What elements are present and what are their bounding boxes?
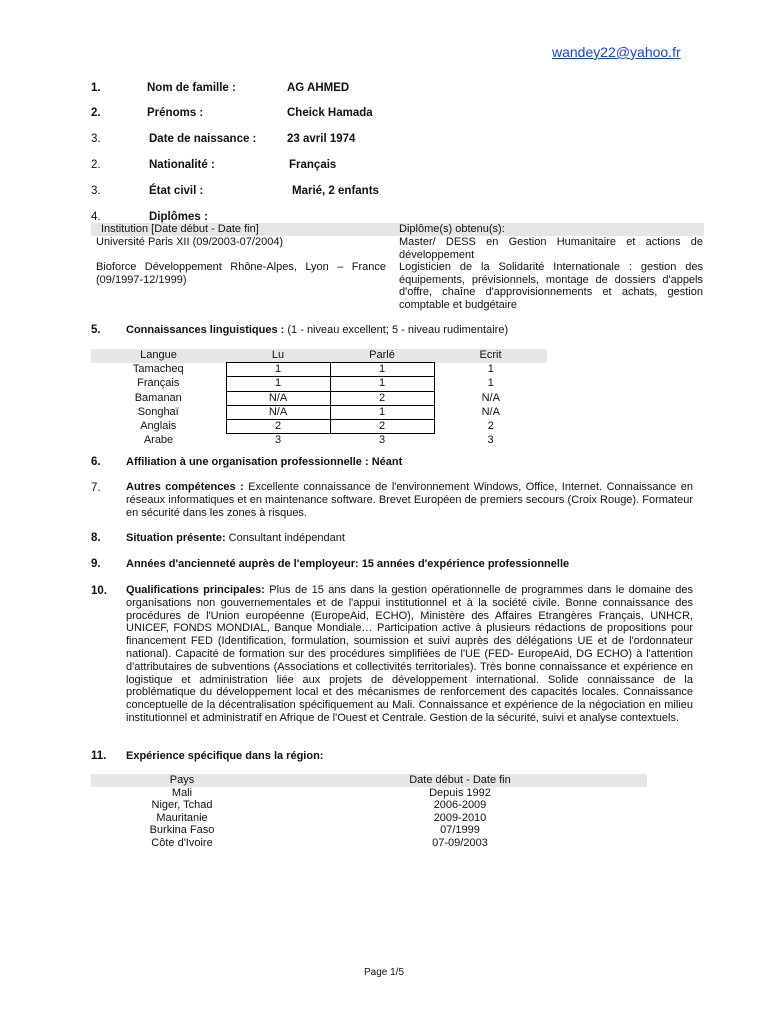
diploma-institution: Bioforce Développement Rhône-Alpes, Lyon – France (09/1997-12/1999): [96, 261, 386, 286]
section-number: 10.: [91, 585, 107, 597]
diploma-institution: Université Paris XII (09/2003-07/2004): [96, 236, 284, 248]
section-number: 8.: [91, 532, 101, 544]
level-written: 2: [487, 420, 494, 433]
table-row: [91, 799, 647, 812]
section-number: 11.: [91, 750, 107, 762]
skills-title: Autres compétences :: [126, 481, 244, 493]
qualifications-paragraph: [126, 584, 693, 725]
region-header-row: [91, 774, 647, 787]
period: 2006-2009: [433, 799, 487, 812]
level-spoken: 1: [330, 363, 434, 377]
period: Depuis 1992: [429, 786, 491, 799]
level-read: 1: [226, 377, 330, 391]
field-number: 3.: [91, 185, 101, 197]
affiliation-text: Affiliation à une organisation professionnelle : Néant: [126, 456, 403, 468]
languages-heading: [126, 324, 508, 336]
field-label-diplomes: Diplômes :: [149, 211, 208, 223]
level-read: 2: [226, 419, 330, 433]
languages-title: Connaissances linguistiques :: [126, 324, 285, 336]
country: Niger, Tchad: [151, 799, 213, 812]
period: 2009-2010: [433, 811, 487, 824]
col-header: Date début - Date fin: [273, 774, 647, 787]
country: Mali: [171, 786, 193, 799]
level-written: 3: [487, 433, 494, 446]
field-value-nom: AG AHMED: [287, 82, 350, 94]
field-value-nationalite: Français: [289, 159, 337, 171]
field-number: 2.: [91, 159, 101, 171]
table-row: [91, 405, 547, 419]
level-read: 3: [274, 434, 282, 447]
qualifications-title: Qualifications principales:: [126, 584, 265, 596]
diplomas-header-degree: Diplôme(s) obtenu(s):: [399, 223, 505, 235]
situation-text: Consultant indépendant: [225, 532, 345, 544]
language-name: Anglais: [140, 420, 177, 433]
field-label-nationalite: Nationalité :: [149, 159, 215, 171]
languages-note: (1 - niveau excellent; 5 - niveau rudimentaire): [284, 324, 509, 336]
col-header: Ecrit: [434, 349, 547, 363]
country: Mauritanie: [156, 811, 208, 824]
table-row: [91, 787, 647, 800]
col-header: Pays: [91, 774, 273, 787]
region-experience-title: Expérience spécifique dans la région:: [126, 750, 324, 762]
section-number: 7.: [91, 482, 101, 494]
level-spoken: 3: [378, 434, 386, 447]
level-spoken: 1: [330, 405, 434, 419]
level-written: 1: [487, 377, 494, 390]
diploma-degree: Logisticien de la Solidarité Internationale : gestion des équipements, prévisionnels, montage de dossiers d'appels d'offre, chaîne d'approvisionnements et achats, gestion comptable et budgétaire: [399, 261, 703, 311]
field-value-etat-civil: Marié, 2 enfants: [292, 185, 379, 197]
page-number: Page 1/5: [363, 967, 405, 978]
field-label-prenoms: Prénoms :: [147, 107, 204, 119]
qualifications-text: Plus de 15 ans dans la gestion opérationnelle de programmes dans le domaine des organisations non gouvernementales et de l'appui institutionnel et à la société civile. Bonne connaissance des procédures de l'Union européenne (EuropeAid, ECHO), Ministère des Affaires Etrangères Français, UNHCR, UNICEF, FONDS MONDIAL, Banque Mondiale… Participation active à plusieurs rédactions de propositions pour financement FED (Identification, formulation, soumission et suivi auprès des délégations UE et de l'ordonnateur national). Capacité de formation sur des procédures simplifiées de l'UE (FED- EuropeAid, DG ECHO) à l'attention d'attributaires de subventions (Associations et collectivités territoriales). Très bonne connaissance et expérience en logistique et administration liée aux projets de développement international. Solide connaissance de la problématique du développement local et des mécanismes de renforcement des capacités locales. Connaissance conceptuelle de la décentralisation spécifiquement au Mali. Connaissance et expérience de la négociation en milieu institutionnel et administratif en Afrique de l'Ouest et Centrale. Gestion de la sécurité, suivi et analyse contextuels.: [126, 584, 693, 724]
language-name: Tamacheq: [132, 363, 184, 376]
diploma-degree: Master/ DESS en Gestion Humanitaire et actions de développement: [399, 236, 703, 261]
language-name: Français: [137, 377, 180, 390]
level-written: N/A: [481, 391, 500, 404]
level-written: 1: [487, 363, 494, 376]
situation-line: [126, 532, 345, 544]
level-written: N/A: [481, 405, 500, 418]
col-header: Langue: [91, 349, 226, 363]
period: 07-09/2003: [432, 836, 488, 849]
table-row: [91, 837, 647, 850]
field-number: 2.: [91, 107, 101, 119]
table-row: [91, 377, 547, 391]
level-spoken: 2: [330, 391, 434, 405]
level-spoken: 1: [330, 377, 434, 391]
region-table: [91, 774, 647, 850]
situation-title: Situation présente:: [126, 532, 226, 544]
field-label-naissance: Date de naissance :: [149, 133, 257, 145]
table-row: [91, 391, 547, 405]
field-value-naissance: 23 avril 1974: [287, 133, 356, 145]
skills-paragraph: [126, 481, 693, 519]
section-number: 6.: [91, 456, 101, 468]
field-label-etat-civil: État civil :: [149, 185, 204, 197]
languages-table: [91, 349, 547, 447]
field-label-nom: Nom de famille :: [147, 82, 236, 94]
level-read: 1: [226, 363, 330, 377]
level-read: N/A: [226, 405, 330, 419]
language-name: Songhaï: [137, 405, 179, 418]
languages-header-row: [91, 349, 547, 363]
col-header: Lu: [226, 349, 330, 363]
table-row: [91, 824, 647, 837]
seniority-text: Années d'ancienneté auprès de l'employeur: 15 années d'expérience professionnelle: [126, 558, 570, 570]
table-row: [91, 363, 547, 377]
field-value-prenoms: Cheick Hamada: [287, 107, 373, 119]
period: 07/1999: [440, 824, 480, 837]
table-row: [91, 812, 647, 825]
country: Côte d'Ivoire: [151, 836, 213, 849]
email-link[interactable]: wandey22@yahoo.fr: [552, 44, 681, 60]
section-number: 5.: [91, 324, 101, 336]
field-number: 1.: [91, 82, 101, 94]
field-number: 4.: [91, 211, 101, 223]
country: Burkina Faso: [149, 824, 215, 837]
language-name: Bamanan: [134, 391, 182, 404]
section-number: 9.: [91, 558, 101, 570]
table-row: [91, 434, 547, 448]
diplomas-header-institution: Institution [Date début - Date fin]: [101, 223, 259, 235]
skills-text: Excellente connaissance de l'environnement Windows, Office, Internet. Connaissance en réseaux informatiques et en maintenance software. Brevet Européen de premiers secours (Croix Rouge). Formateur en sécurité dans les zones à risques.: [126, 481, 693, 519]
level-read: N/A: [226, 391, 330, 405]
field-number: 3.: [91, 133, 101, 145]
language-name: Arabe: [143, 433, 174, 446]
table-row: [91, 419, 547, 433]
col-header: Parlé: [330, 349, 434, 363]
level-spoken: 2: [330, 419, 434, 433]
